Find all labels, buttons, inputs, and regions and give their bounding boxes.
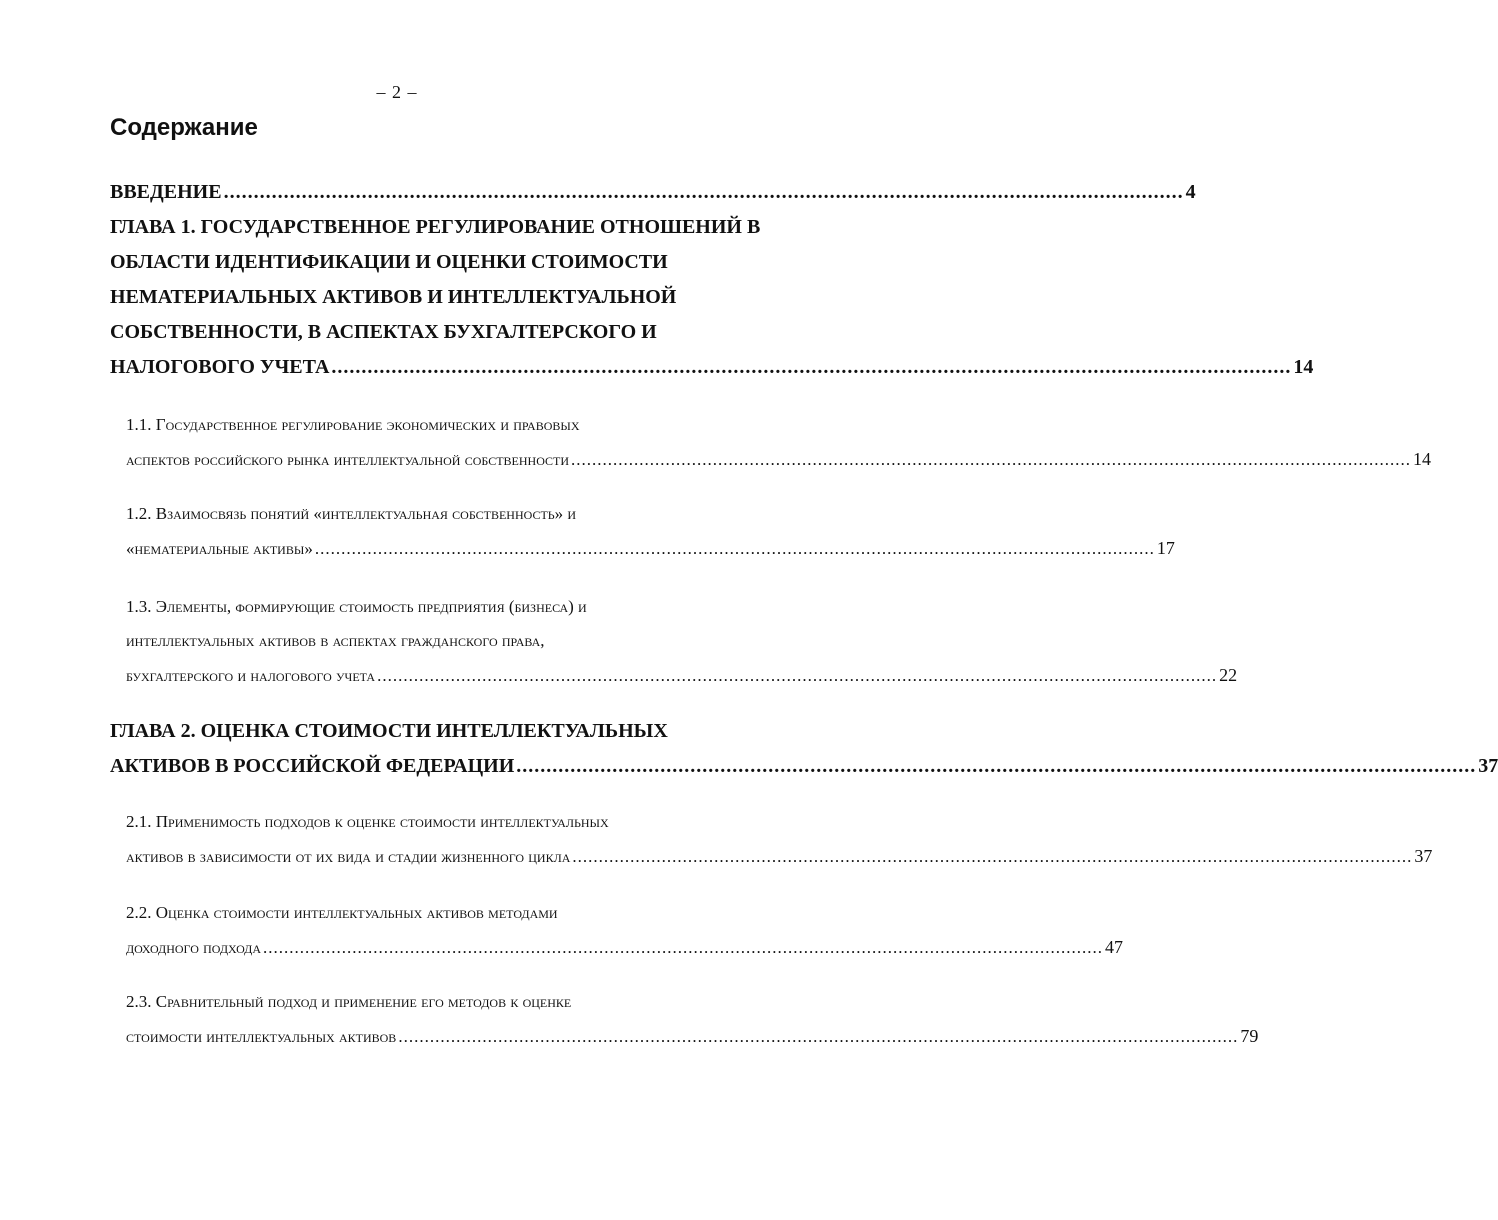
toc-entry-line: 1.1. Государственное регулирование экономических и правовых [126, 415, 580, 434]
toc-entry-title: АКТИВОВ В РОССИЙСКОЙ ФЕДЕРАЦИИ [110, 755, 515, 777]
dot-leader: ................................................................................................................................................................ [331, 356, 1292, 378]
toc-page-number: 37 [1414, 846, 1433, 866]
toc-entry-title: бухгалтерского и налогового учета [126, 666, 376, 685]
toc-entry-line: 2.2. Оценка стоимости интеллектуальных активов методами [126, 903, 558, 922]
dot-leader: ................................................................................................................................................................ [516, 755, 1477, 777]
toc-entry-title: аспектов российского рынка интеллектуальной собственности [126, 450, 570, 469]
dot-leader: ................................................................................................................................................................ [377, 666, 1218, 685]
page-title: Содержание [110, 114, 258, 141]
toc-entry-line: СОБСТВЕННОСТИ, В АСПЕКТАХ БУХГАЛТЕРСКОГО И [110, 321, 657, 343]
dot-leader: ................................................................................................................................................................ [223, 181, 1184, 203]
toc-entry-line: ГЛАВА 2. ОЦЕНКА СТОИМОСТИ ИНТЕЛЛЕКТУАЛЬНЫХ [110, 720, 668, 742]
page-number: – 2 – [376, 82, 418, 102]
toc-entry-chapter-2[interactable] [110, 714, 1498, 784]
toc-entry-title: НАЛОГОВОГО УЧЕТА [110, 356, 330, 378]
toc-entry-line: 2.3. Сравнительный подход и применение его методов к оценке [126, 992, 572, 1011]
toc-entry-title: стоимости интеллектуальных активов [126, 1027, 397, 1046]
toc-entry-section-1-1[interactable] [126, 408, 1432, 477]
toc-page-number: 14 [1413, 449, 1432, 469]
dot-leader: ................................................................................................................................................................ [314, 539, 1155, 558]
dot-leader: ................................................................................................................................................................ [572, 847, 1413, 866]
toc-entry-title: «нематериальные активы» [126, 539, 313, 558]
toc-entry-section-2-2[interactable] [126, 896, 1124, 965]
toc-page-number: 22 [1219, 665, 1238, 685]
toc-page-number: 14 [1293, 356, 1314, 378]
toc-entry-line: интеллектуальных активов в аспектах гражданского права, [126, 631, 545, 650]
toc-entry-line: НЕМАТЕРИАЛЬНЫХ АКТИВОВ И ИНТЕЛЛЕКТУАЛЬНОЙ [110, 286, 677, 308]
toc-entry-line: ОБЛАСТИ ИДЕНТИФИКАЦИИ И ОЦЕНКИ СТОИМОСТИ [110, 251, 668, 273]
toc-entry-line: 2.1. Применимость подходов к оценке стоимости интеллектуальных [126, 812, 609, 831]
toc-entry-line: 1.2. Взаимосвязь понятий «интеллектуальная собственность» и [126, 504, 577, 523]
toc-entry-chapter-1[interactable] [110, 210, 1314, 385]
dot-leader: ................................................................................................................................................................ [398, 1027, 1239, 1046]
dot-leader: ................................................................................................................................................................ [263, 938, 1104, 957]
toc-page-number: 17 [1156, 538, 1175, 558]
toc-entry-section-2-1[interactable] [126, 805, 1433, 874]
toc-page-number: 4 [1185, 181, 1196, 203]
toc-entry-title: доходного подхода [126, 938, 262, 957]
toc-entry-line: ГЛАВА 1. ГОСУДАРСТВЕННОЕ РЕГУЛИРОВАНИЕ ОТНОШЕНИЙ В [110, 216, 761, 238]
toc-entry-title: активов в зависимости от их вида и стадии жизненного цикла [126, 847, 571, 866]
toc-entry-section-1-3[interactable] [126, 590, 1238, 693]
toc-page-number: 47 [1105, 937, 1124, 957]
toc-page-number: 79 [1240, 1026, 1259, 1046]
dot-leader: ................................................................................................................................................................ [571, 450, 1412, 469]
toc-entry-title: ВВЕДЕНИЕ [110, 181, 222, 203]
toc-entry-section-1-2[interactable] [126, 497, 1175, 566]
toc-entry-line: 1.3. Элементы, формирующие стоимость предприятия (бизнеса) и [126, 597, 587, 616]
toc-entry-section-2-3[interactable] [126, 985, 1259, 1054]
toc-entry-intro[interactable] [110, 175, 1196, 210]
toc-page-number: 37 [1478, 755, 1498, 777]
